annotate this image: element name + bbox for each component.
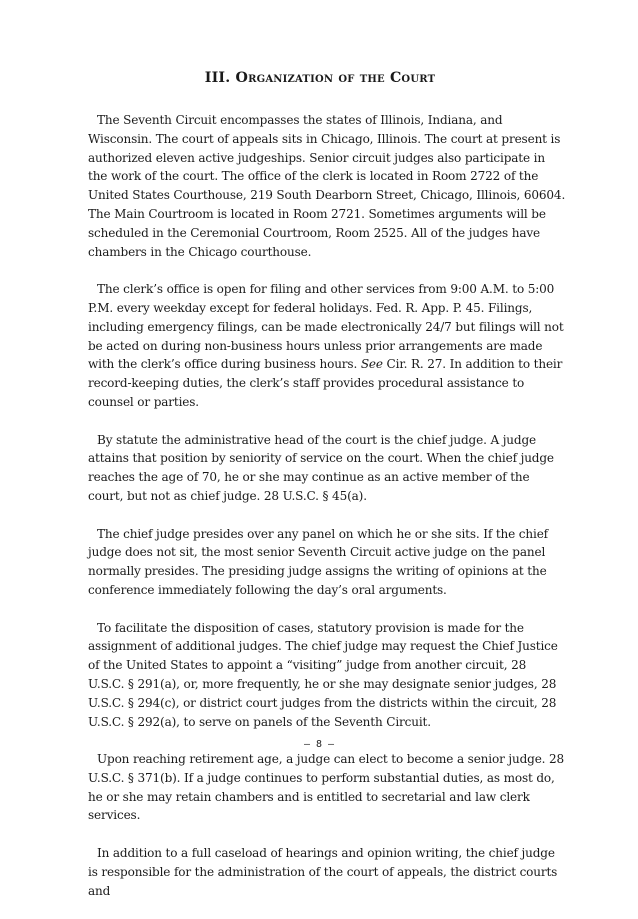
paragraph-clerk-office-text-after: Cir. R. 27. In addition to their record-keeping duties, the clerk’s staff provides procedural assistance to counsel or parties. (88, 357, 563, 409)
paragraph-clerk-office-text-before: The clerk’s office is open for filing and other services from 9:00 A.M. to 5:00 P.M. every weekday except for federal holidays. Fed. R. App. P. 45. Filings, including emergency filings, can be made electronically 24/7 but filings will not be acted on during non-business hours unless prior arrangements are made with the clerk’s office during business hours. (88, 282, 564, 372)
paragraph-jurisdiction: The Seventh Circuit encompasses the states of Illinois, Indiana, and Wisconsin. The court of appeals sits in Chicago, Illinois. The court at present is authorized eleven active judgeships. Senior circuit judges also participate in the work of the court. The office of the clerk is located in Room 2722 of the United States Courthouse, 219 South Dearborn Street, Chicago, Illinois, 60604. The Main Courtroom is located in Room 2721. Sometimes arguments will be scheduled in the Ceremonial Courtroom, Room 2525. All of the judges have chambers in the Chicago courthouse. (88, 113, 566, 259)
paragraph-chief-judge-presides: The chief judge presides over any panel on which he or she sits. If the chief judge does not sit, the most senior Seventh Circuit active judge on the panel normally presides. The presiding judge assigns the writing of opinions at the conference immediately following the day’s oral arguments. (88, 526, 548, 597)
section-number: III. (204, 70, 231, 86)
paragraph-clerk-office (88, 280, 566, 412)
paragraph-clerk-office-italic-see: See (360, 357, 383, 372)
section-heading (88, 70, 552, 86)
page-number: – 8 – (303, 739, 335, 750)
paragraph-caseload: In addition to a full caseload of hearings and opinion writing, the chief judge is responsible for the administration of the court of appeals, the district courts and (88, 846, 558, 898)
paragraph-additional-judges: To facilitate the disposition of cases, statutory provision is made for the assignment of additional judges. The chief judge may request the Chief Justice of the United States to appoint a “visiting” judge from another circuit, 28 U.S.C. § 291(a), or, more frequently, he or she may designate senior judges, 28 U.S.C. § 294(c), or district court judges from the districts within the circuit, 28 U.S.C. § 292(a), to serve on panels of the Seventh Circuit. (88, 620, 558, 729)
paragraph-senior-judge: Upon reaching retirement age, a judge can elect to become a senior judge. 28 U.S.C. § 371(b). If a judge continues to perform substantial duties, as most do, he or she may retain chambers and is entitled to secretarial and law clerk services. (88, 752, 565, 823)
paragraph-chief-judge-statute: By statute the administrative head of the court is the chief judge. A judge attains that position by seniority of service on the court. When the chief judge reaches the age of 70, he or she may continue as an active member of the court, but not as chief judge. 28 U.S.C. § 45(a). (88, 432, 554, 503)
section-title: Organization of the Court (235, 70, 436, 86)
body-text (88, 111, 566, 919)
